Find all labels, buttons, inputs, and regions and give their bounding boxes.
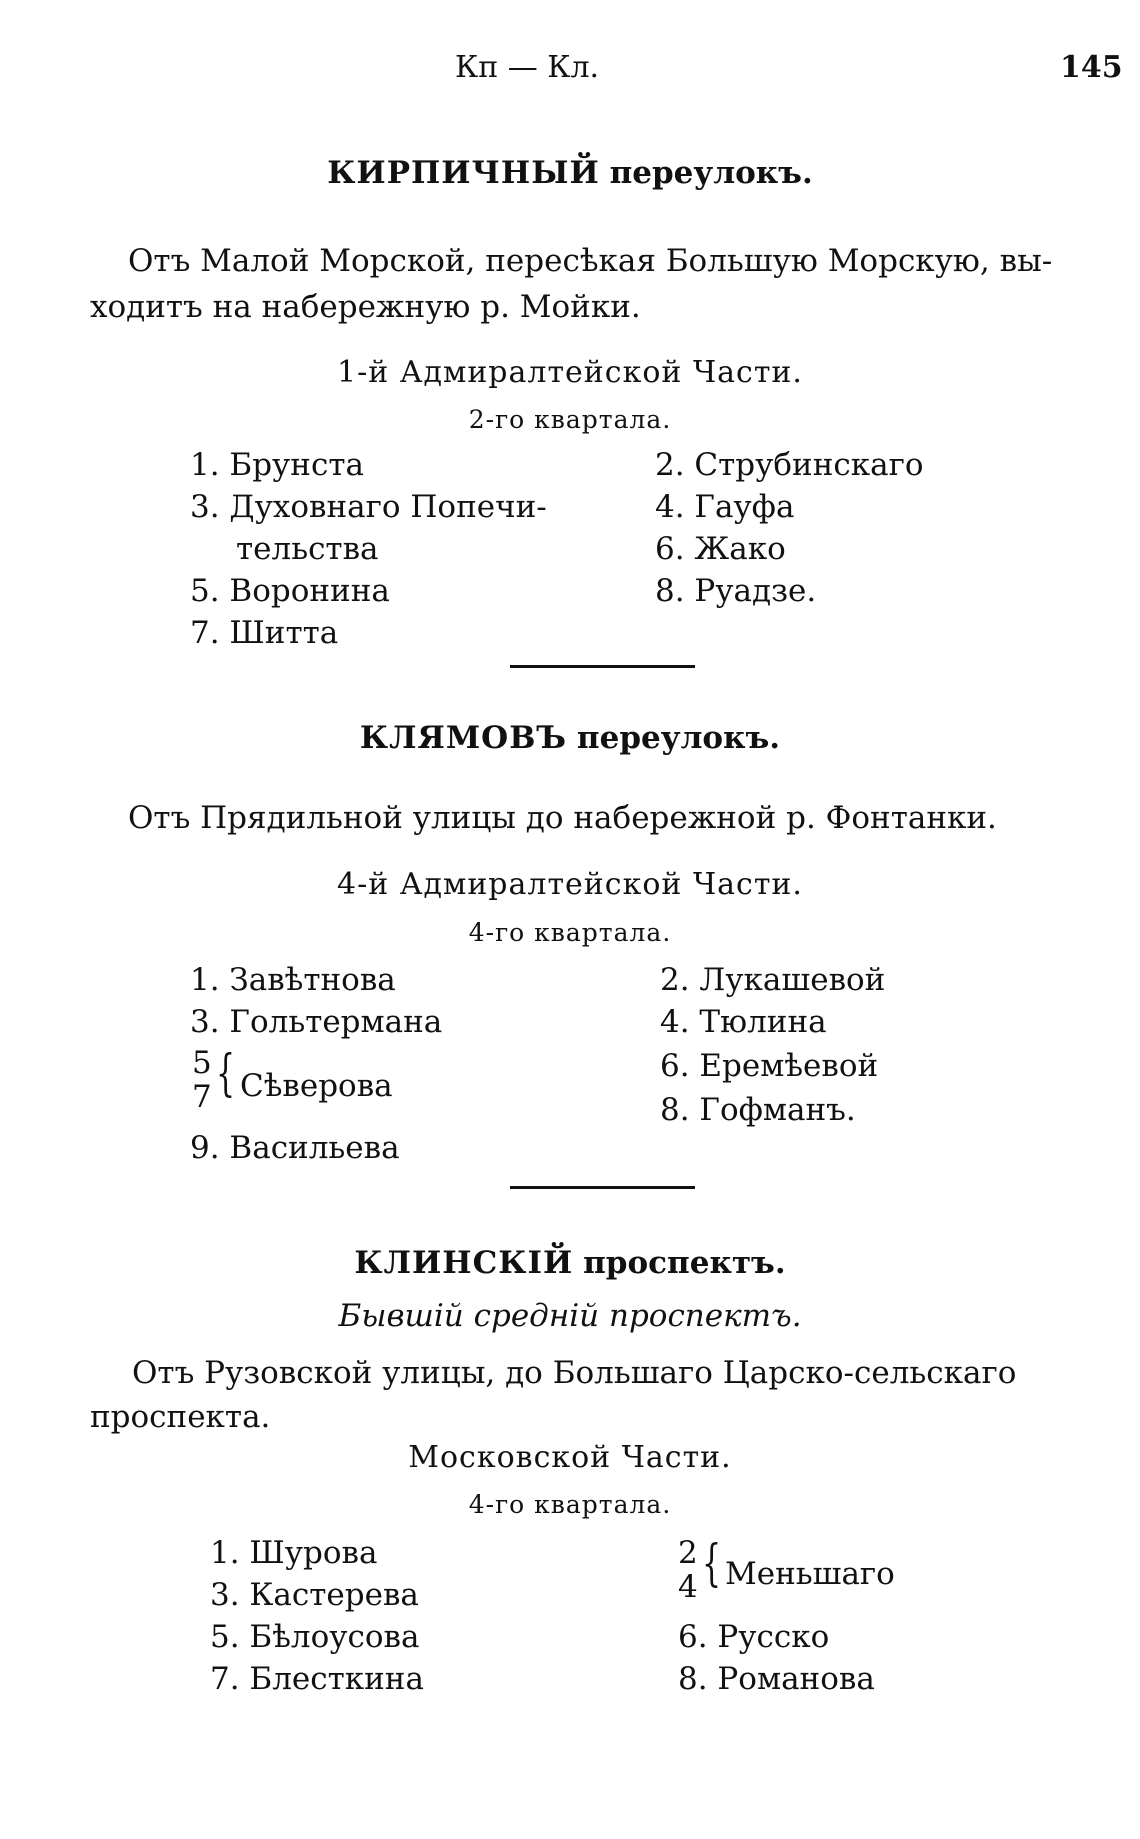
police-part: 4-й Адмиралтейской Части.	[337, 867, 803, 902]
house-entry: 8. Гофманъ.	[660, 1092, 856, 1128]
house-entry: тельства	[236, 531, 379, 567]
house-number: 4	[678, 1569, 698, 1605]
house-entry: 7. Шитта	[190, 615, 339, 651]
house-entry: 3. Гольтермана	[190, 1004, 443, 1040]
street-kind: проспектъ.	[583, 1245, 786, 1281]
description-line: ходитъ на набережную р. Мойки.	[90, 289, 641, 325]
street-kind: переулокъ.	[576, 720, 781, 756]
page-number: 145	[1060, 50, 1123, 85]
running-title: Кп — Кл.	[455, 50, 600, 85]
house-entry: Меньшаго	[725, 1556, 895, 1592]
police-part: 1-й Адмиралтейской Части.	[337, 355, 803, 390]
street-name: КЛИНСКІЙ	[354, 1245, 574, 1281]
description-line: проспекта.	[90, 1399, 271, 1435]
house-entry: 3. Кастерева	[210, 1577, 419, 1613]
house-number: 2	[678, 1535, 698, 1571]
house-entry: 3. Духовнаго Попечи-	[190, 489, 547, 525]
house-entry: 5. Бѣлоусова	[210, 1619, 420, 1655]
street-name: КИРПИЧНЫЙ	[327, 155, 600, 191]
brace-glyph: {	[216, 1044, 236, 1102]
house-entry: 7. Блесткина	[210, 1661, 424, 1697]
section-title-klinsky	[0, 1245, 1140, 1281]
brace-numbers	[678, 1536, 698, 1604]
house-entry: 5. Воронина	[190, 573, 390, 609]
description-line: Отъ Малой Морской, пересѣкая Большую Морскую, вы-	[128, 243, 1053, 279]
house-entry: 8. Романова	[678, 1661, 875, 1697]
house-entry: 9. Васильева	[190, 1130, 400, 1166]
house-entry: Сѣверова	[240, 1068, 393, 1104]
house-entry: 1. Шурова	[210, 1535, 378, 1571]
section-divider	[510, 1186, 695, 1189]
street-kind: переулокъ.	[609, 155, 813, 191]
former-name: Бывшій средній проспектъ.	[338, 1298, 802, 1334]
police-part: Московской Части.	[408, 1440, 732, 1475]
house-entry: 4. Тюлина	[660, 1004, 827, 1040]
brace-numbers	[192, 1046, 212, 1114]
quarter: 2-го квартала.	[468, 405, 672, 434]
description-line: Отъ Рузовской улицы, до Большаго Царско-сельскаго	[132, 1355, 1017, 1391]
house-entry: 6. Жако	[655, 531, 786, 567]
house-number: 5	[192, 1045, 212, 1081]
section-title-klyamov	[0, 720, 1140, 756]
section-title-kirpichny	[0, 155, 1140, 191]
house-number: 7	[192, 1079, 212, 1115]
quarter: 4-го квартала.	[468, 918, 672, 947]
house-entry: 6. Русско	[678, 1619, 830, 1655]
house-entry: 2. Струбинскаго	[655, 447, 924, 483]
house-entry: 8. Руадзе.	[655, 573, 817, 609]
section-divider	[510, 665, 695, 668]
brace-glyph: {	[702, 1534, 722, 1592]
street-name: КЛЯМОВЪ	[359, 720, 568, 756]
description-line: Отъ Прядильной улицы до набережной р. Фонтанки.	[128, 800, 997, 836]
house-entry: 2. Лукашевой	[660, 962, 886, 998]
house-entry: 4. Гауфа	[655, 489, 795, 525]
house-entry: 1. Брунста	[190, 447, 364, 483]
quarter: 4-го квартала.	[468, 1490, 672, 1519]
house-entry: 6. Еремѣевой	[660, 1048, 879, 1084]
house-entry: 1. Завѣтнова	[190, 962, 396, 998]
